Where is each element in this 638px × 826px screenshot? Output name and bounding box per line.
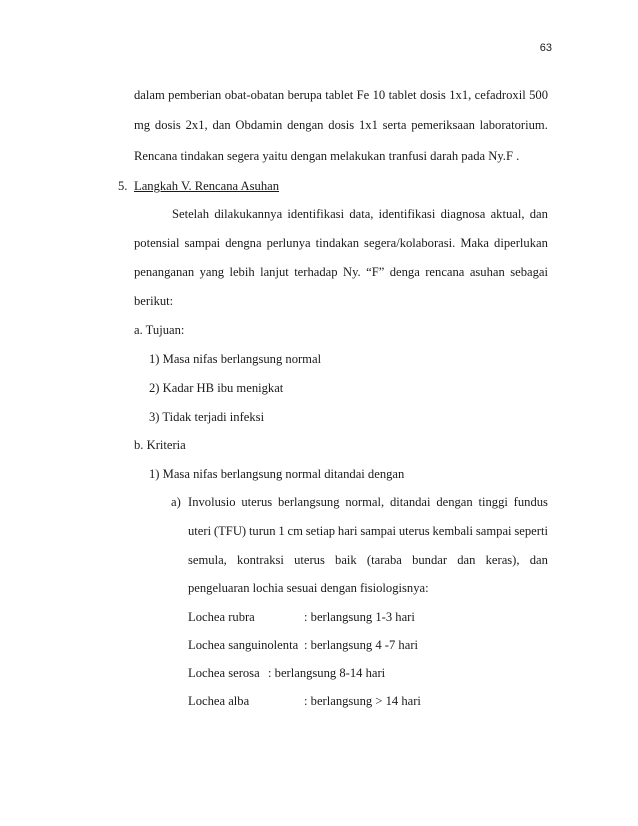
word: dosis: [419, 88, 446, 102]
word: keras),: [485, 553, 520, 567]
word: Ny.: [342, 265, 361, 279]
word: data,: [349, 207, 374, 221]
section-para-line1: [172, 206, 548, 222]
sub-a-line2: [188, 523, 548, 539]
section-heading: Langkah V. Rencana Asuhan: [134, 179, 280, 193]
word: turun: [248, 524, 276, 538]
lochea-value: : berlangsung 8-14 hari: [268, 666, 386, 680]
word: uterus: [294, 553, 325, 567]
word: 1x1,: [449, 88, 472, 102]
word: setiap: [305, 524, 336, 538]
word: pemeriksaan: [411, 118, 475, 132]
word: aktual,: [490, 207, 525, 221]
word: Obdamin: [235, 118, 283, 132]
lochea-name: Lochea alba: [188, 694, 250, 708]
word: seperti: [514, 524, 548, 538]
word: mg: [134, 118, 151, 132]
word: semula,: [188, 553, 227, 567]
para1-line2: [134, 117, 548, 133]
word: tindakan: [315, 236, 360, 250]
para1-line1: [134, 87, 548, 103]
word: lanjut: [260, 265, 289, 279]
tujuan-item-2: 2) Kadar HB ibu menigkat: [149, 381, 284, 395]
word: sampai: [184, 236, 221, 250]
word: Maka: [460, 236, 490, 250]
sub-a-line3: [188, 552, 548, 568]
word: asuhan: [469, 265, 505, 279]
word: berlangsung: [277, 495, 340, 509]
word: 500: [529, 88, 548, 102]
word: denga: [389, 265, 420, 279]
word: 2x1,: [185, 118, 208, 132]
lochea-name: Lochea sanguinolenta: [188, 638, 299, 652]
lochea-value: : berlangsung > 14 hari: [304, 694, 421, 708]
word: tinggi: [478, 495, 508, 509]
sub-a-line4: pengeluaran lochia sesuai dengan fisiologisnya:: [188, 581, 429, 595]
lochea-row-sanguinolenta: [188, 637, 548, 653]
tujuan-item-3: 3) Tidak terjadi infeksi: [149, 410, 265, 424]
word: Involusio: [188, 495, 236, 509]
word: dosis: [154, 118, 181, 132]
word: berupa: [287, 88, 322, 102]
word: identifikasi: [287, 207, 345, 221]
word: diagnosa: [440, 207, 486, 221]
section-para-line3: [134, 264, 548, 280]
word: tablet: [325, 88, 354, 102]
lochea-name: Lochea rubra: [188, 610, 255, 624]
lochea-row-serosa: [188, 665, 548, 681]
word: uterus: [398, 524, 430, 538]
word: tablet: [388, 88, 417, 102]
word: dalam: [134, 88, 165, 102]
lochea-row-alba: [188, 693, 548, 709]
word: laboratorium.: [479, 118, 548, 132]
word: ditandai: [389, 495, 431, 509]
word: 1x1: [358, 118, 378, 132]
sub-a-line1: [188, 494, 548, 510]
word: kontraksi: [237, 553, 284, 567]
word: Setelah: [172, 207, 210, 221]
word: 1: [278, 524, 285, 538]
word: dan: [529, 553, 548, 567]
word: uterus: [241, 495, 273, 509]
word: potensial: [134, 236, 180, 250]
word: uteri: [188, 524, 212, 538]
lochea-value: : berlangsung 4 -7 hari: [304, 638, 419, 652]
word: normal,: [345, 495, 385, 509]
word: segera/kolaborasi.: [364, 236, 456, 250]
section-para-line2: [134, 235, 548, 251]
sub-a-marker: a): [171, 495, 181, 509]
kriteria-label: b. Kriteria: [134, 438, 186, 452]
word: dan: [457, 553, 476, 567]
word: yang: [199, 265, 225, 279]
word: bundar: [412, 553, 448, 567]
tujuan-label: a. Tujuan:: [134, 323, 185, 337]
word: sampai: [475, 524, 512, 538]
word: fundus: [513, 495, 548, 509]
word: dan: [212, 118, 231, 132]
word: obat-obatan: [224, 88, 285, 102]
word: Fe: [356, 88, 370, 102]
lochea-row-rubra: [188, 609, 548, 625]
word: cm: [287, 524, 303, 538]
word: sebagai: [510, 265, 548, 279]
word: dan: [529, 207, 548, 221]
tujuan-item-1: 1) Masa nifas berlangsung normal: [149, 352, 322, 366]
word: cefadroxil: [474, 88, 526, 102]
word: hari: [337, 524, 358, 538]
word: diperlukan: [494, 236, 548, 250]
word: dengan: [436, 495, 473, 509]
word: perlunya: [266, 236, 311, 250]
word: terhadap: [294, 265, 338, 279]
word: penanganan: [134, 265, 195, 279]
section-para-line4: berikut:: [134, 294, 174, 308]
lochea-name: Lochea serosa: [188, 666, 260, 680]
word: identifikasi: [378, 207, 436, 221]
section-number: 5.: [118, 179, 128, 193]
para1-line3: Rencana tindakan segera yaitu dengan melakukan tranfusi darah pada Ny.F .: [134, 149, 520, 163]
word: (TFU): [213, 524, 247, 538]
word: dengan: [287, 118, 324, 132]
word: serta: [382, 118, 407, 132]
word: kembali: [432, 524, 474, 538]
word: baik: [335, 553, 357, 567]
word: sampai: [360, 524, 397, 538]
word: (taraba: [366, 553, 402, 567]
word: “F”: [366, 265, 385, 279]
page-number: 63: [539, 42, 552, 54]
word: pemberian: [168, 88, 222, 102]
word: dilakukannya: [214, 207, 283, 221]
word: 10: [372, 88, 386, 102]
word: dengna: [225, 236, 262, 250]
word: dosis: [328, 118, 355, 132]
word: rencana: [425, 265, 465, 279]
kriteria-item-1: 1) Masa nifas berlangsung normal ditandai dengan: [149, 467, 405, 481]
lochea-value: : berlangsung 1-3 hari: [304, 610, 415, 624]
word: lebih: [229, 265, 255, 279]
